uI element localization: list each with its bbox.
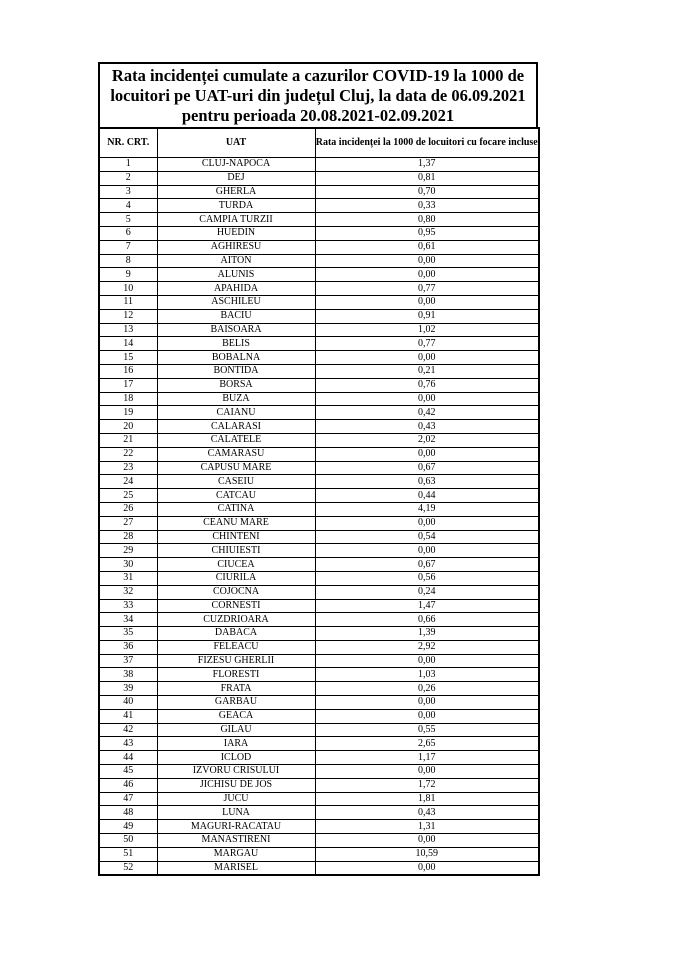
cell-nr: 51 [99, 847, 157, 861]
cell-uat: MANASTIRENI [157, 834, 315, 848]
cell-rate: 0,00 [315, 765, 539, 779]
cell-rate: 0,61 [315, 240, 539, 254]
cell-uat: JICHISU DE JOS [157, 778, 315, 792]
table-row [99, 171, 539, 185]
table-row [99, 406, 539, 420]
cell-nr: 10 [99, 282, 157, 296]
table-row [99, 806, 539, 820]
cell-rate: 0,00 [315, 654, 539, 668]
cell-nr: 18 [99, 392, 157, 406]
cell-rate: 4,19 [315, 502, 539, 516]
cell-nr: 44 [99, 751, 157, 765]
cell-uat: BONTIDA [157, 364, 315, 378]
document [98, 62, 538, 876]
table-row [99, 737, 539, 751]
table-row [99, 558, 539, 572]
table-row [99, 585, 539, 599]
table-row [99, 654, 539, 668]
table-row [99, 185, 539, 199]
table-row [99, 696, 539, 710]
cell-rate: 0,00 [315, 709, 539, 723]
cell-uat: DABACA [157, 627, 315, 641]
table-row [99, 861, 539, 875]
cell-uat: CASEIU [157, 475, 315, 489]
cell-uat: ASCHILEU [157, 295, 315, 309]
cell-uat: CAPUSU MARE [157, 461, 315, 475]
cell-uat: AGHIRESU [157, 240, 315, 254]
cell-nr: 20 [99, 420, 157, 434]
cell-rate: 0,00 [315, 268, 539, 282]
cell-rate: 1,37 [315, 158, 539, 172]
cell-rate: 0,67 [315, 558, 539, 572]
cell-rate: 0,44 [315, 489, 539, 503]
cell-rate: 0,81 [315, 171, 539, 185]
cell-uat: CLUJ-NAPOCA [157, 158, 315, 172]
cell-uat: BELIS [157, 337, 315, 351]
cell-rate: 0,76 [315, 378, 539, 392]
cell-rate: 2,02 [315, 433, 539, 447]
cell-nr: 9 [99, 268, 157, 282]
cell-nr: 35 [99, 627, 157, 641]
cell-rate: 0,77 [315, 282, 539, 296]
cell-uat: CEANU MARE [157, 516, 315, 530]
table-row [99, 447, 539, 461]
cell-rate: 0,26 [315, 682, 539, 696]
cell-uat: MARGAU [157, 847, 315, 861]
cell-uat: CORNESTI [157, 599, 315, 613]
cell-nr: 49 [99, 820, 157, 834]
table-row [99, 792, 539, 806]
cell-nr: 4 [99, 199, 157, 213]
cell-uat: AITON [157, 254, 315, 268]
cell-nr: 50 [99, 834, 157, 848]
cell-nr: 30 [99, 558, 157, 572]
cell-nr: 39 [99, 682, 157, 696]
cell-nr: 34 [99, 613, 157, 627]
cell-rate: 0,00 [315, 392, 539, 406]
cell-rate: 0,00 [315, 696, 539, 710]
table-row [99, 378, 539, 392]
table-row [99, 254, 539, 268]
table-row [99, 516, 539, 530]
table-body [99, 158, 539, 876]
cell-rate: 0,00 [315, 351, 539, 365]
header-nr-crt: NR. CRT. [99, 128, 157, 158]
cell-rate: 0,00 [315, 544, 539, 558]
cell-rate: 0,80 [315, 213, 539, 227]
incidence-table [98, 127, 540, 876]
cell-uat: ALUNIS [157, 268, 315, 282]
table-row [99, 571, 539, 585]
cell-nr: 23 [99, 461, 157, 475]
table-row [99, 475, 539, 489]
cell-nr: 45 [99, 765, 157, 779]
table-row [99, 309, 539, 323]
cell-rate: 2,65 [315, 737, 539, 751]
cell-nr: 24 [99, 475, 157, 489]
cell-rate: 0,56 [315, 571, 539, 585]
cell-uat: TURDA [157, 199, 315, 213]
cell-uat: CIUCEA [157, 558, 315, 572]
cell-nr: 8 [99, 254, 157, 268]
cell-nr: 41 [99, 709, 157, 723]
cell-rate: 1,03 [315, 668, 539, 682]
cell-uat: GILAU [157, 723, 315, 737]
table-row [99, 834, 539, 848]
cell-nr: 40 [99, 696, 157, 710]
cell-rate: 0,63 [315, 475, 539, 489]
table-row [99, 489, 539, 503]
table-row [99, 599, 539, 613]
cell-nr: 1 [99, 158, 157, 172]
cell-nr: 16 [99, 364, 157, 378]
cell-rate: 0,24 [315, 585, 539, 599]
cell-rate: 1,81 [315, 792, 539, 806]
table-row [99, 847, 539, 861]
table-row [99, 461, 539, 475]
cell-nr: 15 [99, 351, 157, 365]
table-row [99, 158, 539, 172]
table-row [99, 351, 539, 365]
cell-rate: 0,66 [315, 613, 539, 627]
document-title [98, 62, 538, 127]
cell-uat: FLORESTI [157, 668, 315, 682]
cell-nr: 31 [99, 571, 157, 585]
cell-nr: 36 [99, 640, 157, 654]
table-row [99, 268, 539, 282]
cell-uat: BAISOARA [157, 323, 315, 337]
cell-uat: CALATELE [157, 433, 315, 447]
cell-rate: 0,33 [315, 199, 539, 213]
cell-rate: 0,55 [315, 723, 539, 737]
table-row [99, 778, 539, 792]
cell-rate: 0,43 [315, 420, 539, 434]
cell-uat: FIZESU GHERLII [157, 654, 315, 668]
cell-rate: 0,21 [315, 364, 539, 378]
cell-uat: CAMARASU [157, 447, 315, 461]
cell-uat: BACIU [157, 309, 315, 323]
cell-nr: 21 [99, 433, 157, 447]
cell-nr: 6 [99, 226, 157, 240]
cell-rate: 0,91 [315, 309, 539, 323]
table-row [99, 295, 539, 309]
table-row [99, 364, 539, 378]
table-row [99, 433, 539, 447]
cell-uat: GARBAU [157, 696, 315, 710]
cell-nr: 42 [99, 723, 157, 737]
cell-uat: GHERLA [157, 185, 315, 199]
cell-nr: 46 [99, 778, 157, 792]
table-row [99, 392, 539, 406]
cell-rate: 1,47 [315, 599, 539, 613]
cell-rate: 0,00 [315, 861, 539, 875]
cell-nr: 19 [99, 406, 157, 420]
table-header-row [99, 128, 539, 158]
cell-uat: JUCU [157, 792, 315, 806]
cell-nr: 5 [99, 213, 157, 227]
cell-rate: 1,17 [315, 751, 539, 765]
cell-nr: 43 [99, 737, 157, 751]
table-row [99, 723, 539, 737]
cell-uat: DEJ [157, 171, 315, 185]
header-rate: Rata incidenței la 1000 de locuitori cu focare incluse [315, 128, 539, 158]
cell-uat: LUNA [157, 806, 315, 820]
table-row [99, 199, 539, 213]
table-row [99, 640, 539, 654]
cell-uat: CALARASI [157, 420, 315, 434]
cell-uat: CHIUIESTI [157, 544, 315, 558]
cell-uat: IZVORU CRISULUI [157, 765, 315, 779]
cell-rate: 0,00 [315, 447, 539, 461]
cell-nr: 17 [99, 378, 157, 392]
cell-nr: 25 [99, 489, 157, 503]
cell-nr: 27 [99, 516, 157, 530]
cell-rate: 1,72 [315, 778, 539, 792]
cell-nr: 12 [99, 309, 157, 323]
cell-nr: 7 [99, 240, 157, 254]
title-line: locuitori pe UAT-uri din județul Cluj, la data de 06.09.2021 [110, 86, 526, 105]
cell-nr: 3 [99, 185, 157, 199]
cell-uat: CIURILA [157, 571, 315, 585]
cell-uat: MAGURI-RACATAU [157, 820, 315, 834]
table-row [99, 544, 539, 558]
cell-nr: 48 [99, 806, 157, 820]
table-row [99, 613, 539, 627]
cell-rate: 0,43 [315, 806, 539, 820]
cell-uat: MARISEL [157, 861, 315, 875]
table-row [99, 420, 539, 434]
cell-uat: IARA [157, 737, 315, 751]
cell-uat: CHINTENI [157, 530, 315, 544]
cell-uat: ICLOD [157, 751, 315, 765]
table-row [99, 502, 539, 516]
cell-nr: 52 [99, 861, 157, 875]
cell-uat: HUEDIN [157, 226, 315, 240]
cell-rate: 0,54 [315, 530, 539, 544]
table-row [99, 820, 539, 834]
cell-rate: 0,95 [315, 226, 539, 240]
cell-nr: 14 [99, 337, 157, 351]
cell-uat: CAMPIA TURZII [157, 213, 315, 227]
cell-nr: 37 [99, 654, 157, 668]
table-row [99, 282, 539, 296]
cell-nr: 11 [99, 295, 157, 309]
cell-rate: 10,59 [315, 847, 539, 861]
table-row [99, 627, 539, 641]
title-line: Rata incidenței cumulate a cazurilor COVID-19 la 1000 de [111, 66, 525, 85]
cell-uat: COJOCNA [157, 585, 315, 599]
cell-nr: 22 [99, 447, 157, 461]
cell-uat: APAHIDA [157, 282, 315, 296]
title-line: pentru perioada 20.08.2021-02.09.2021 [181, 106, 455, 125]
cell-rate: 1,31 [315, 820, 539, 834]
cell-nr: 29 [99, 544, 157, 558]
cell-rate: 1,02 [315, 323, 539, 337]
cell-uat: CATINA [157, 502, 315, 516]
header-uat: UAT [157, 128, 315, 158]
cell-uat: BOBALNA [157, 351, 315, 365]
table-row [99, 709, 539, 723]
table-row [99, 323, 539, 337]
cell-uat: CUZDRIOARA [157, 613, 315, 627]
cell-rate: 2,92 [315, 640, 539, 654]
cell-nr: 26 [99, 502, 157, 516]
table-row [99, 240, 539, 254]
cell-nr: 2 [99, 171, 157, 185]
table-row [99, 751, 539, 765]
cell-uat: GEACA [157, 709, 315, 723]
table-row [99, 765, 539, 779]
cell-rate: 0,00 [315, 254, 539, 268]
table-row [99, 226, 539, 240]
cell-nr: 32 [99, 585, 157, 599]
cell-rate: 0,67 [315, 461, 539, 475]
table-row [99, 668, 539, 682]
cell-nr: 38 [99, 668, 157, 682]
cell-nr: 47 [99, 792, 157, 806]
table-row [99, 213, 539, 227]
cell-uat: CAIANU [157, 406, 315, 420]
cell-rate: 0,00 [315, 516, 539, 530]
cell-uat: BUZA [157, 392, 315, 406]
table-row [99, 337, 539, 351]
cell-uat: CATCAU [157, 489, 315, 503]
cell-nr: 13 [99, 323, 157, 337]
cell-rate: 0,00 [315, 295, 539, 309]
cell-nr: 28 [99, 530, 157, 544]
cell-uat: BORSA [157, 378, 315, 392]
table-row [99, 530, 539, 544]
cell-rate: 1,39 [315, 627, 539, 641]
cell-rate: 0,77 [315, 337, 539, 351]
cell-rate: 0,70 [315, 185, 539, 199]
cell-uat: FRATA [157, 682, 315, 696]
cell-rate: 0,00 [315, 834, 539, 848]
cell-nr: 33 [99, 599, 157, 613]
table-row [99, 682, 539, 696]
cell-rate: 0,42 [315, 406, 539, 420]
cell-uat: FELEACU [157, 640, 315, 654]
